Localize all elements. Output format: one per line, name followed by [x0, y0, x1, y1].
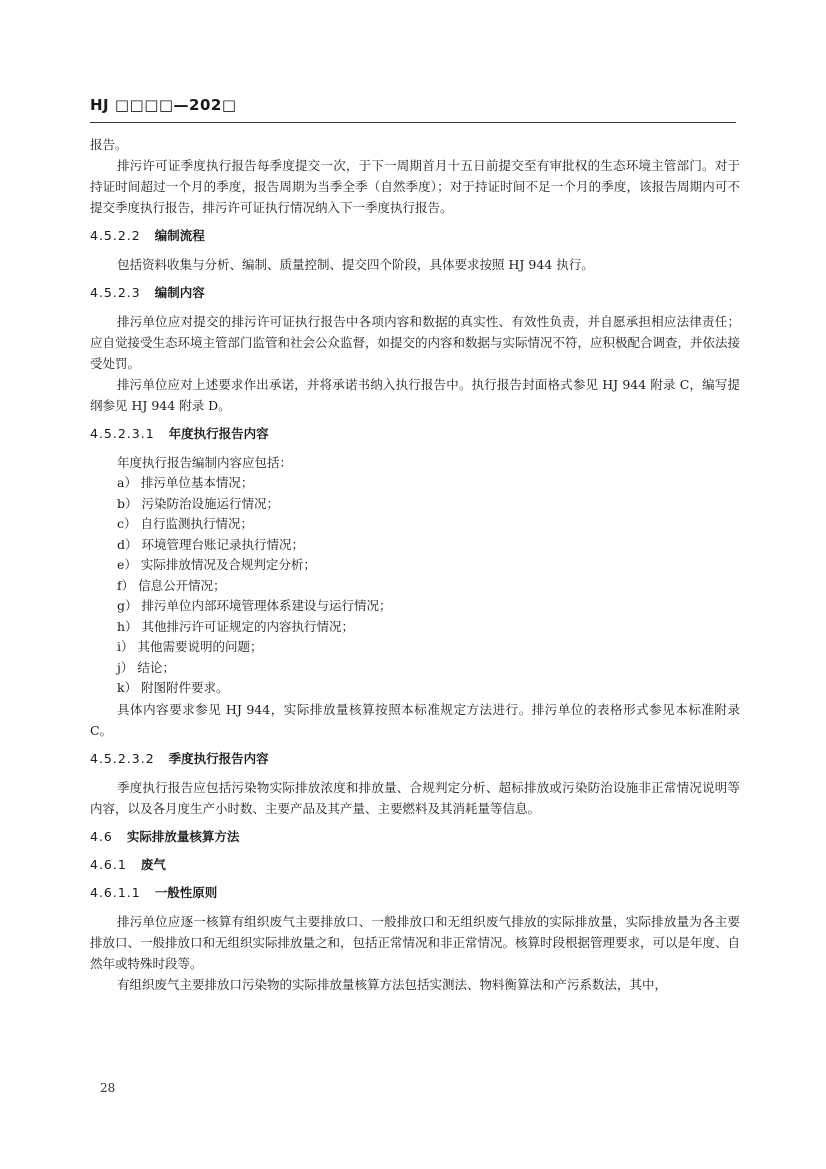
paragraph: 报告。 — [90, 137, 128, 152]
section-number: 4.6 — [90, 828, 113, 844]
page-number: 28 — [100, 1081, 116, 1095]
document-body — [90, 134, 740, 995]
section-title: 编制流程 — [154, 228, 205, 243]
paragraph: 有组织废气主要排放口污染物的实际排放量核算方法包括实测法、物料衡算法和产污系数法，其中， — [117, 976, 668, 992]
section-heading — [90, 749, 740, 769]
list-item: f） 信息公开情况； — [117, 577, 226, 593]
section-title: 编制内容 — [154, 285, 205, 300]
list-item: i） 其他需要说明的问题； — [117, 639, 263, 654]
list-item: a） 排污单位基本情况； — [117, 475, 254, 490]
section-title: 废气 — [140, 856, 166, 872]
paragraph: 排污单位应对上述要求作出承诺，并将承诺书纳入执行报告中。执行报告封面格式参见 HJ 944 附录 C，编写提纲参见 HJ 944 附录 D。 — [90, 377, 740, 413]
section-heading — [90, 424, 740, 444]
section-title: 年度执行报告内容 — [168, 426, 269, 441]
section-heading — [90, 855, 740, 875]
section-number: 4.5.2.3.2 — [90, 750, 155, 766]
paragraph: 排污单位应逐一核算有组织废气主要排放口、一般排放口和无组织废气排放的实际排放量，实际排放量为各主要排放口、一般排放口和无组织实际排放量之和，包括正常情况和非正常情况。核算时段根据管理要求，可以是年度、自然年或特殊时段等。 — [90, 913, 741, 971]
section-title: 实际排放量核算方法 — [126, 828, 240, 844]
list-item: c） 自行监测执行情况； — [117, 516, 253, 531]
paragraph: 排污许可证季度执行报告每季度提交一次，于下一周期首月十五日前提交至有审批权的生态环境主管部门。对于持证时间超过一个月的季度，报告周期为当季全季（自然季度）；对于持证时间不足一个月的季度，该报告周期内可不提交季度执行报告，排污许可证执行情况纳入下一季度执行报告。 — [90, 158, 740, 215]
list-item: e） 实际排放情况及合规判定分析； — [117, 557, 316, 572]
document-code-header: HJ □□□□—202□ — [90, 96, 237, 114]
list-item: b） 污染防治设施运行情况； — [117, 495, 279, 511]
paragraph: 排污单位应对提交的排污许可证执行报告中各项内容和数据的真实性、有效性负责，并自愿承担相应法律责任；应自觉接受生态环境主管部门监管和社会公众监督，如提交的内容和数据与实际情况不符，应积极配合调查，并依法接受处罚。 — [90, 314, 741, 371]
list-item: j） 结论； — [117, 659, 175, 675]
section-title: 季度执行报告内容 — [168, 750, 269, 766]
section-number: 4.5.2.2 — [90, 228, 141, 243]
paragraph: 具体内容要求参见 HJ 944，实际排放量核算按照本标准规定方法进行。排污单位的表格形式参见本标准附录 C。 — [90, 701, 740, 738]
section-heading — [90, 827, 740, 847]
list-item: h） 其他排污许可证规定的内容执行情况； — [117, 618, 355, 634]
section-number: 4.6.1.1 — [90, 884, 141, 900]
section-number: 4.5.2.3.1 — [90, 426, 155, 441]
list-item: g） 排污单位内部环境管理体系建设与运行情况； — [117, 598, 392, 613]
section-title: 一般性原则 — [154, 884, 218, 900]
section-heading — [90, 283, 740, 303]
paragraph: 包括资料收集与分析、编制、质量控制、提交四个阶段，具体要求按照 HJ 944 执行。 — [117, 257, 594, 272]
section-number: 4.6.1 — [90, 856, 127, 872]
list-item: d） 环境管理台账记录执行情况； — [117, 536, 304, 552]
paragraph: 季度执行报告应包括污染物实际排放浓度和排放量、合规判定分析、超标排放或污染防治设施非正常情况说明等内容，以及各月度生产小时数、主要产品及其产量、主要燃料及其消耗量等信息。 — [90, 779, 740, 816]
section-number: 4.5.2.3 — [90, 285, 141, 300]
list-item: k） 附图附件要求。 — [117, 680, 229, 695]
section-heading — [90, 226, 740, 246]
header-rule — [90, 122, 736, 123]
paragraph: 年度执行报告编制内容应包括： — [117, 455, 293, 470]
section-heading — [90, 883, 740, 903]
content-list — [90, 473, 740, 699]
